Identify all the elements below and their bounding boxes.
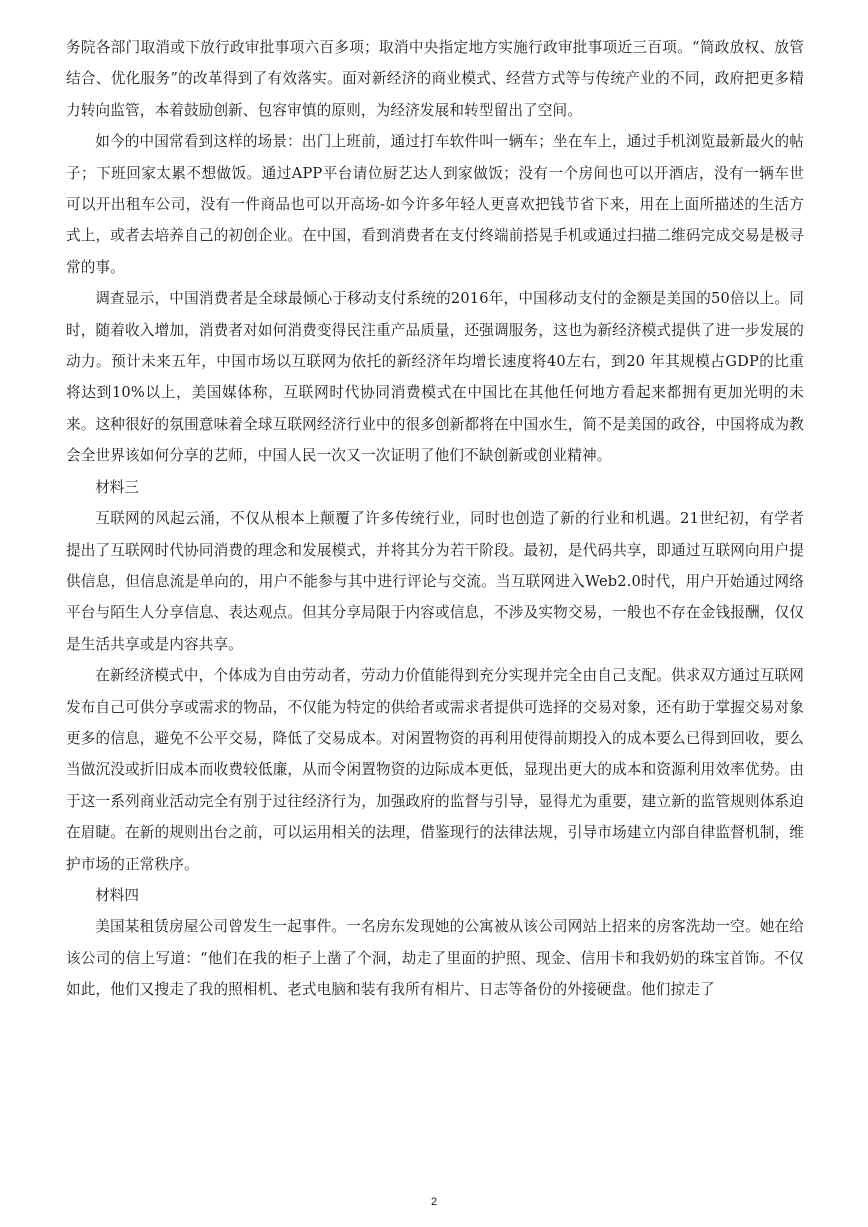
page-number: 2 (430, 1196, 438, 1208)
paragraph-survey: 调查显示，中国消费者是全球最倾心于移动支付系统的2016年，中国移动支付的金额是美国的50倍以上。同时，随着收入增加，消费者对如何消费变得民注重产品质量，还强调服务，这也为新经济模式提供了进一步发展的动力。预计未来五年，中国市场以互联网为依托的新经济年均增长速度将40左右，到20 年其规模占GDP的比重将达到10%以上，美国媒体称，互联网时代协同消费模式在中国比在其他任何地方看起来都拥有更加光明的未来。这种很好的氛围意味着全球互联网经济行业中的很多创新都将在中国水生，简不是美国的政谷，中国将成为教会全世界该如何分享的艺师，中国人民一次又一次证明了他们不缺创新或创业精神。 (66, 290, 804, 465)
paragraph-rental-incident: 美国某租赁房屋公司曾发生一起事件。一名房东发现她的公寓被从该公司网站上招来的房客洗劫一空。她在给该公司的信上写道：“他们在我的柜子上凿了个洞，劫走了里面的护照、现金、信用卡和我奶奶的珠宝首饰。不仅如此，他们又搜走了我的照相机、老式电脑和装有我所有相片、日志等备份的外接硬盘。他们掠走了 (66, 918, 804, 999)
document-page (66, 32, 804, 1006)
paragraph-sharing-scenes: 如今的中国常看到这样的场景：出门上班前，通过打车软件叫一辆车；坐在车上，通过手机浏览最新最火的帖子；下班回家太累不想做饭。通过APP平台请位厨艺达人到家做饭；没有一个房间也可以开酒店，没有一辆车世可以开出租车公司，没有一件商品也可以开高场-如今许多年轻人更喜欢把钱节省下来，用在上面所描述的生活方式上，或者去培养自己的初创企业。在中国，看到消费者在支付终端前搭晃手机或通过扫描二维码完成交易是极寻常的事。 (66, 133, 804, 276)
section-heading-material-3: 材料三 (95, 478, 139, 496)
paragraph-new-economy-model: 在新经济模式中，个体成为自由劳动者，劳动力价值能得到充分实现并完全由自己支配。供求双方通过互联网发布自己可供分享或需求的物品，不仅能为特定的供给者或需求者提供可选择的交易对象，还有助于掌握交易对象更多的信息，避免不公平交易，降低了交易成本。对闲置物资的再利用使得前期投入的成本要么已得到回收，要么当做沉没或折旧成本而收费较低廉，从而令闲置物资的边际成本更低，显现出更大的成本和资源利用效率优势。由于这一系列商业活动完全有别于过往经济行为，加强政府的监督与引导，显得尤为重要，建立新的监管规则体系迫在眉睫。在新的规则出台之前，可以运用相关的法理，借鉴现行的法律法规，引导市场建立内部自律监督机制，维护市场的正常秩序。 (66, 667, 804, 873)
section-heading-material-4: 材料四 (95, 886, 139, 904)
paragraph-continuation: 务院各部门取消或下放行政审批事项六百多项；取消中央指定地方实施行政审批事项近三百项。“简政放权、放管结合、优化服务”的改革得到了有效落实。面对新经济的商业模式、经营方式等与传统产业的不同，政府把更多精力转向监管，本着鼓励创新、包容审慎的原则，为经济发展和转型留出了空间。 (66, 39, 804, 119)
paragraph-internet-rise: 互联网的风起云涌，不仅从根本上颠覆了许多传统行业，同时也创造了新的行业和机遇。21世纪初，有学者提出了互联网时代协同消费的理念和发展模式，并将其分为若干阶段。最初，是代码共享，即通过互联网向用户提供信息，但信息流是单向的，用户不能参与其中进行评论与交流。当互联网进入Web2.0时代，用户开始通过网络平台与陌生人分享信息、表达观点。但其分享局限于内容或信息，不涉及实物交易，一般也不存在金钱报酬，仅仅是生活共享或是内容共享。 (66, 510, 804, 653)
